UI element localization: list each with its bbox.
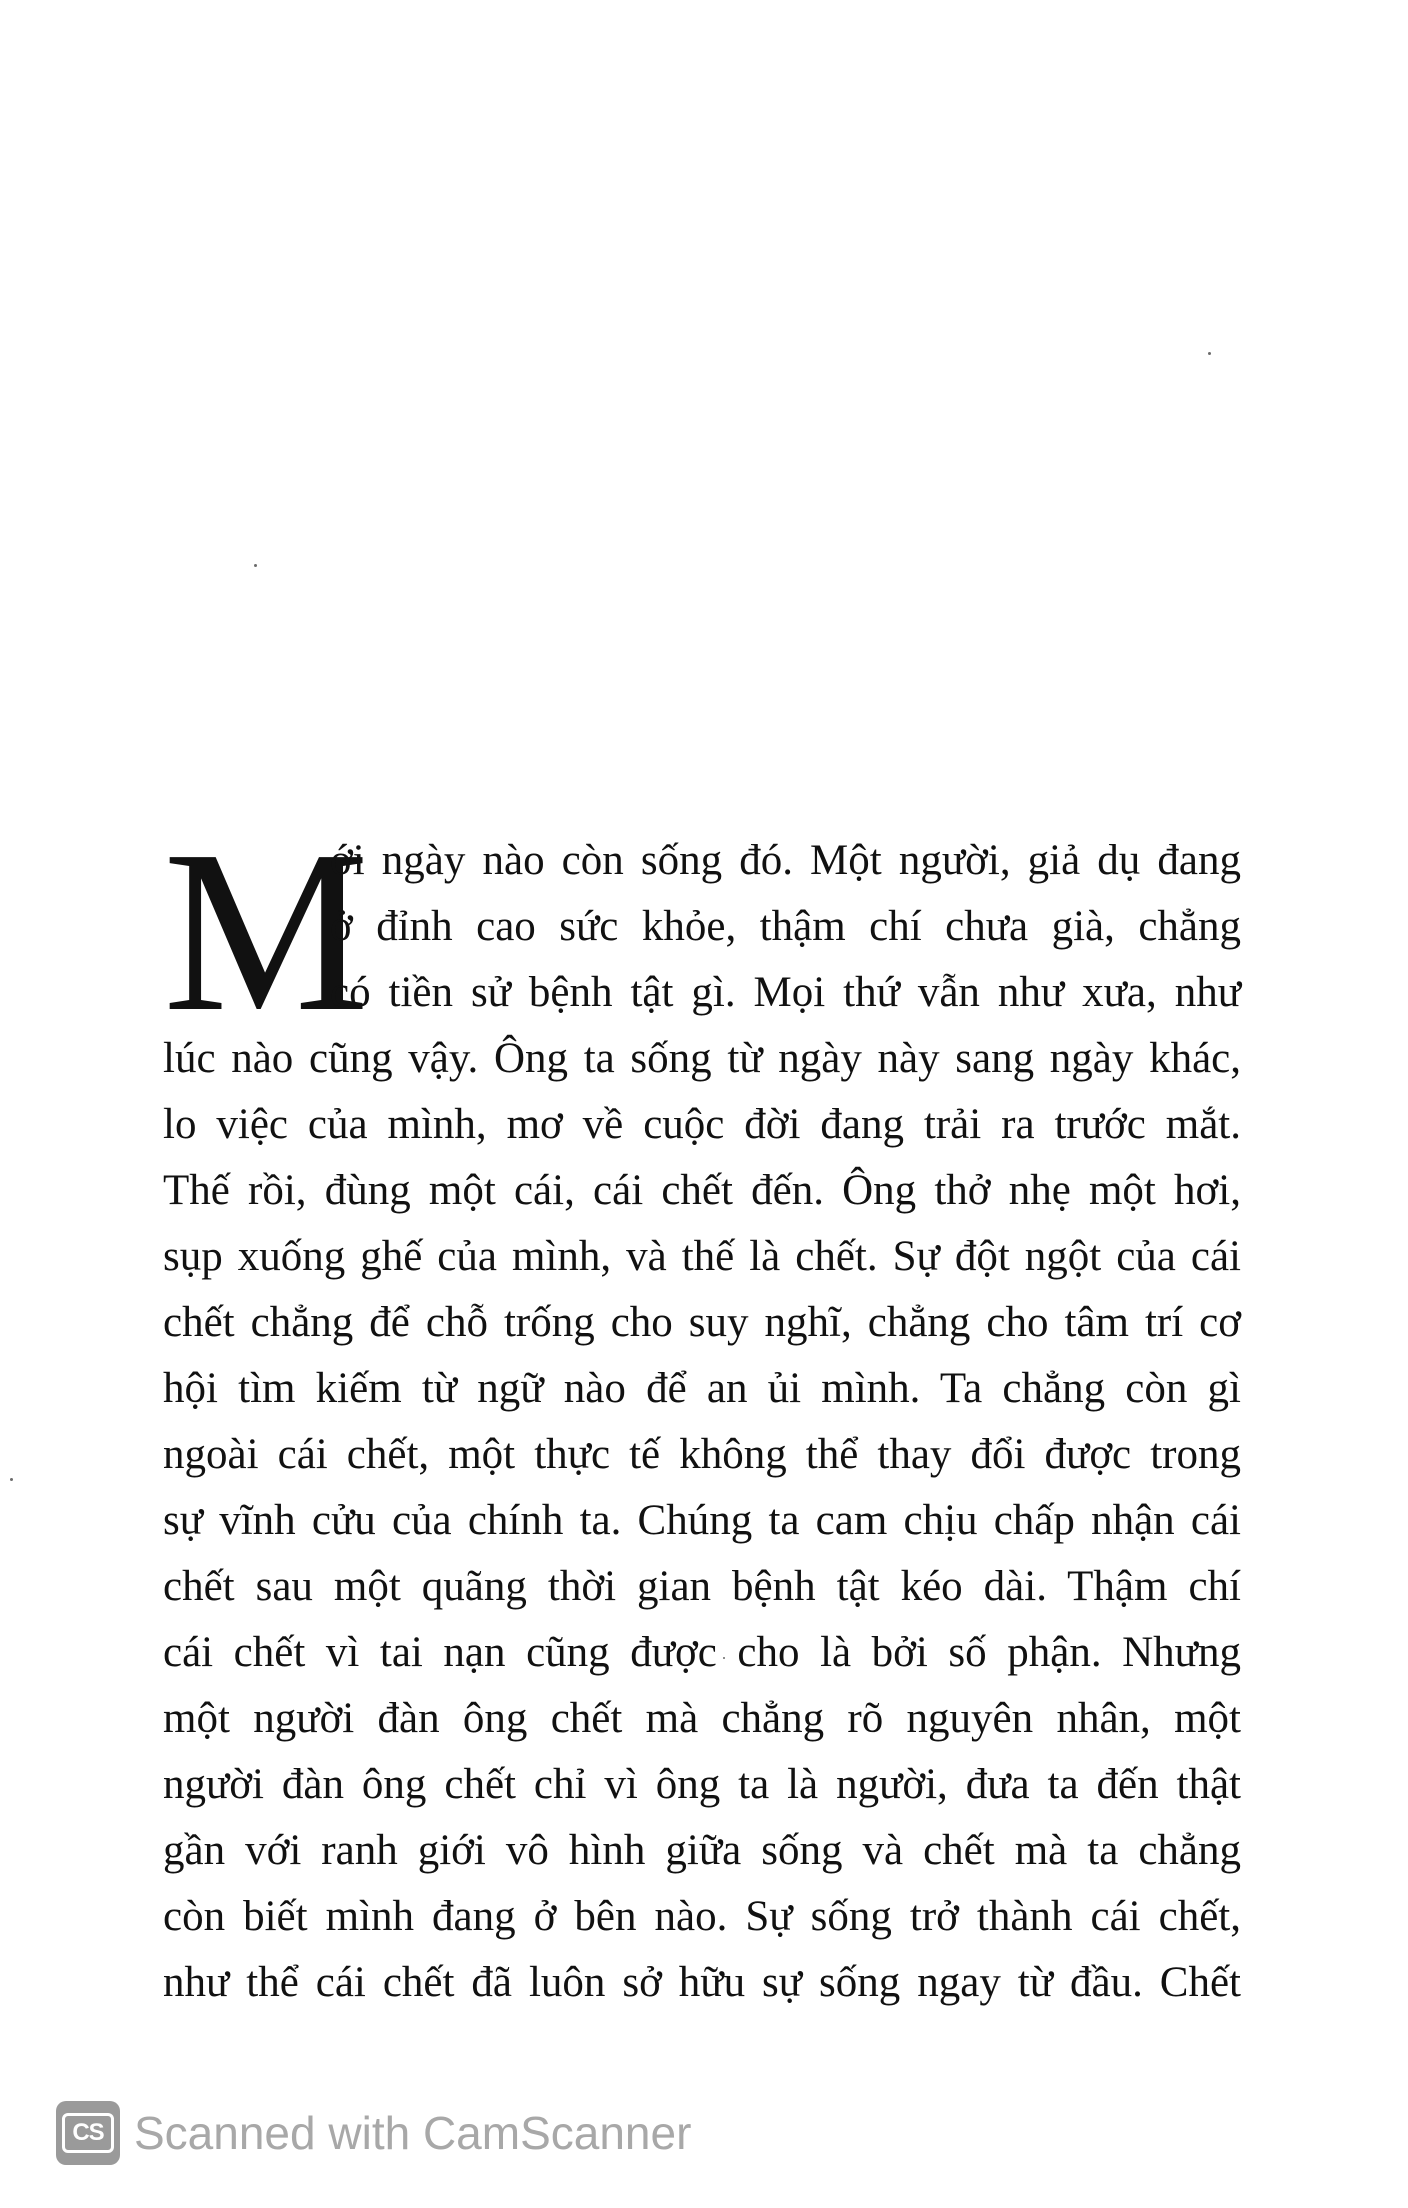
text-line: Thế rồi, đùng một cái, cái chết đến. Ông thở nhẹ một hơi, [163, 1167, 1241, 1214]
camscanner-logo-icon [56, 2101, 120, 2165]
scan-speck [254, 564, 257, 567]
text-line: như thể cái chết đã luôn sở hữu sự sống ngay từ đầu. Chết [163, 1959, 1241, 2006]
text-line: chết chẳng để chỗ trống cho suy nghĩ, chẳng cho tâm trí cơ [163, 1299, 1241, 1346]
text-line: gần với ranh giới vô hình giữa sống và chết mà ta chẳng [163, 1827, 1241, 1874]
text-line: lúc nào cũng vậy. Ông ta sống từ ngày này sang ngày khác, [163, 1035, 1241, 1082]
text-line: một người đàn ông chết mà chẳng rõ nguyên nhân, một [163, 1695, 1241, 1742]
text-line: còn biết mình đang ở bên nào. Sự sống trở thành cái chết, [163, 1893, 1241, 1940]
text-line: lo việc của mình, mơ về cuộc đời đang trải ra trước mắt. [163, 1101, 1241, 1148]
text-line: hội tìm kiếm từ ngữ nào để an ủi mình. Ta chẳng còn gì [163, 1365, 1241, 1412]
text-line: người đàn ông chết chỉ vì ông ta là người, đưa ta đến thật [163, 1761, 1241, 1808]
text-line: cái chết vì tai nạn cũng được cho là bởi số phận. Nhưng [163, 1629, 1241, 1676]
text-line: ở đỉnh cao sức khỏe, thậm chí chưa già, chẳng [330, 903, 1241, 950]
text-line: sụp xuống ghế của mình, và thế là chết. Sự đột ngột của cái [163, 1233, 1241, 1280]
text-line: chết sau một quãng thời gian bệnh tật kéo dài. Thậm chí [163, 1563, 1241, 1610]
text-line: ới ngày nào còn sống đó. Một người, giả dụ đang [330, 837, 1241, 884]
scan-speck [10, 1478, 13, 1481]
text-line: ngoài cái chết, một thực tế không thể thay đổi được trong [163, 1431, 1241, 1478]
camscanner-logo-text: CS [62, 2113, 114, 2153]
text-line: sự vĩnh cửu của chính ta. Chúng ta cam chịu chấp nhận cái [163, 1497, 1241, 1544]
scan-speck [1208, 352, 1211, 355]
watermark-text: Scanned with CamScanner [134, 2107, 692, 2159]
text-line: có tiền sử bệnh tật gì. Mọi thứ vẫn như xưa, như [330, 969, 1241, 1016]
drop-cap: M [163, 803, 366, 1060]
camscanner-watermark [56, 2098, 691, 2168]
